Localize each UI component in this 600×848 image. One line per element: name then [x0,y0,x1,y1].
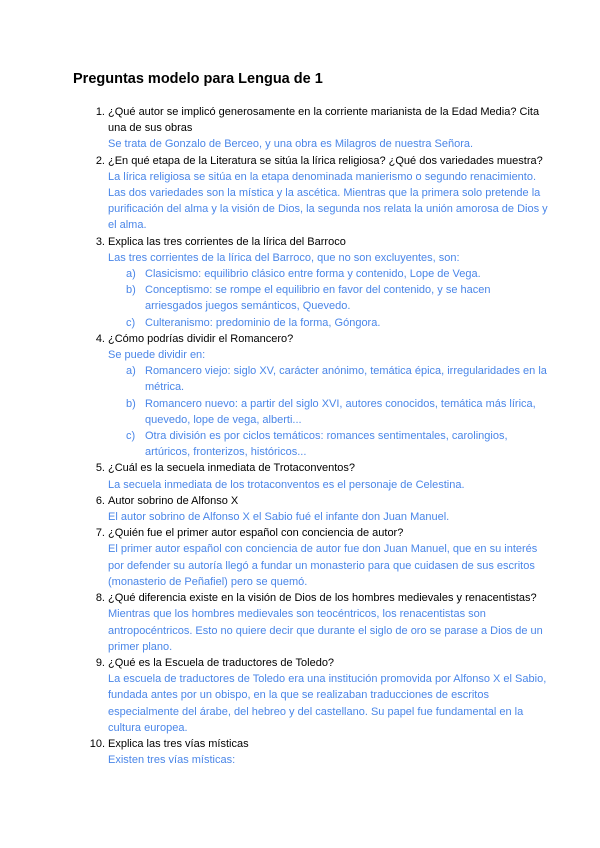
question-text: ¿En qué etapa de la Literatura se sitúa la lírica religiosa? ¿Qué dos variedades muestra? [108,154,543,167]
answer-text: La escuela de traductores de Toledo era una institución promovida por Alfonso X el Sabio, fundada antes por un obispo, en la que se realizaban traducciones de escritos especialmente del árabe, del hebreo y del castellano. Su papel fue fundamental en la cultura europea. [108,673,547,734]
sub-item [108,266,548,282]
question-number: 3. [95,235,105,248]
sub-item-letter: c) [126,316,136,329]
question-item [89,736,548,768]
sub-item-letter: a) [126,268,136,281]
sub-item [108,396,548,428]
sub-item [108,363,548,395]
question-item [95,104,548,153]
question-item [95,590,548,655]
sub-item-text: Conceptismo: se rompe el equilibrio en favor del contenido, y se hacen arriesgados juegos semánticos, Quevedo. [145,284,491,313]
question-number: 4. [95,332,105,345]
question-text: ¿Quién fue el primer autor español con conciencia de autor? [108,527,404,540]
question-number: 6. [95,494,105,507]
question-item [95,493,548,525]
answer-text: La secuela inmediata de los trotaconventos es el personaje de Celestina. [108,478,465,491]
answer-text: El autor sobrino de Alfonso X el Sabio fué el infante don Juan Manuel. [108,511,450,524]
sub-item [108,428,548,460]
sub-item-text: Romancero viejo: siglo XV, carácter anónimo, temática épica, irregularidades en la métrica. [145,365,547,394]
question-item [95,153,548,234]
sub-item-letter: a) [126,365,136,378]
question-text: Autor sobrino de Alfonso X [108,494,239,507]
sub-item-letter: b) [126,284,136,297]
answer-text: Se trata de Gonzalo de Berceo, y una obra es Milagros de nuestra Señora. [108,138,474,151]
question-list [89,104,548,768]
sub-list [108,266,548,331]
sub-item-text: Otra división es por ciclos temáticos: romances sentimentales, carolingios, artúricos, fronterizos, históricos... [145,430,508,459]
question-item [95,525,548,590]
question-number: 2. [95,154,105,167]
sub-list [108,363,548,460]
sub-item [108,282,548,314]
answer-text: Mientras que los hombres medievales son teocéntricos, los renacentistas son antropocéntricos. Esto no quiere decir que durante el siglo de oro se parase a Dios de un primer plano. [108,608,543,653]
answer-text: Las tres corrientes de la lírica del Barroco, que no son excluyentes, son: [108,251,460,264]
answer-text: Existen tres vías místicas: [108,754,236,767]
question-text: ¿Cómo podrías dividir el Romancero? [108,332,294,345]
question-text: ¿Qué diferencia existe en la visión de Dios de los hombres medievales y renacentistas? [108,592,537,605]
sub-item-text: Clasicismo: equilibrio clásico entre forma y contenido, Lope de Vega. [145,268,481,281]
question-number: 8. [95,592,105,605]
document-title: Preguntas modelo para Lengua de 1 [73,71,323,87]
answer-text: El primer autor español con conciencia de autor fue don Juan Manuel, que en su interés por defender su autoría llegó a fundar un monasterio para que cuidasen de sus escritos (monasterio de Peñafiel) pero se quemó. [108,543,538,588]
question-item [95,655,548,736]
question-text: Explica las tres vías místicas [108,737,249,750]
sub-item-letter: c) [126,430,136,443]
question-number: 1. [95,106,105,118]
question-item [95,234,548,331]
question-text: ¿Qué es la Escuela de traductores de Toledo? [108,656,335,669]
question-number: 10. [89,737,105,750]
question-number: 5. [95,462,105,475]
question-item [95,331,548,461]
sub-item-text: Culteranismo: predominio de la forma, Góngora. [145,316,381,329]
sub-item-letter: b) [126,397,136,410]
answer-text: Se puede dividir en: [108,349,206,362]
question-text: ¿Qué autor se implicó generosamente en la corriente marianista de la Edad Media? Cita una de sus obras [108,106,540,135]
question-number: 7. [95,527,105,540]
question-number: 9. [95,656,105,669]
question-text: Explica las tres corrientes de la lírica del Barroco [108,235,346,248]
question-item [95,460,548,492]
sub-item [108,315,548,331]
sub-item-text: Romancero nuevo: a partir del siglo XVI, autores conocidos, temática más lírica, quevedo, lope de vega, alberti... [145,397,536,426]
question-text: ¿Cuál es la secuela inmediata de Trotaconventos? [108,462,356,475]
answer-text: La lírica religiosa se sitúa en la etapa denominada manierismo o segundo renacimiento. Las dos variedades son la mística y la ascética. Mientras que la primera solo pretende la purificación del alma y la visión de Dios, la segunda nos relata la unión amorosa de Dios y el alma. [108,170,548,232]
